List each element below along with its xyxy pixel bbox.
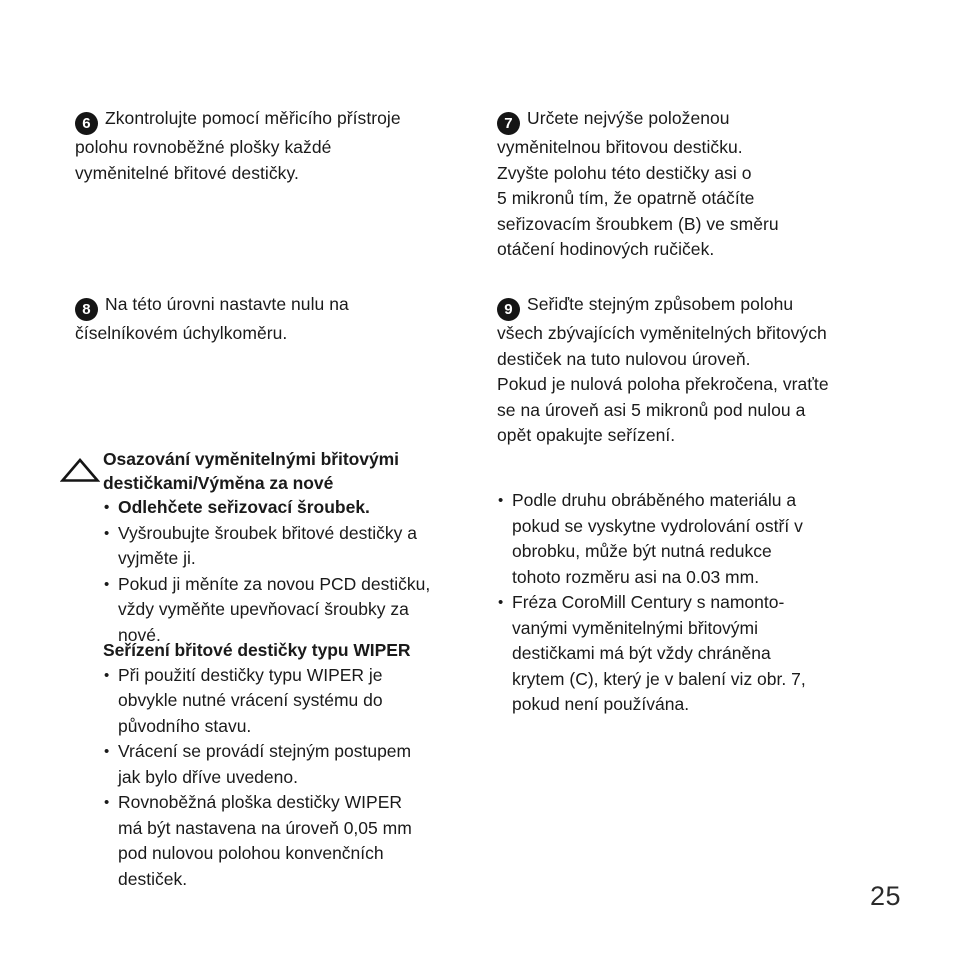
wiper-section [103, 639, 475, 892]
list-item [103, 495, 470, 521]
bullet-line: destiček. [118, 868, 188, 889]
step-line: polohu rovnoběžné plošky každé [75, 137, 332, 157]
bullet-line: obrobku, může být nutná redukce [512, 541, 772, 561]
step-number-badge: 7 [497, 112, 520, 135]
step-line: destiček na tuto nulovou úroveň. [497, 348, 751, 369]
warning-body [103, 448, 470, 648]
step-line: otáčení hodinových ručiček. [497, 239, 715, 259]
step-block-6 [75, 106, 465, 186]
step-line: číselníkovém úchylkoměru. [75, 323, 288, 343]
step-number-badge: 8 [75, 298, 98, 321]
step-line: Pokud je nulová poloha překročena, vraťte [497, 374, 829, 394]
bullet-line: krytem (C), který je v balení viz obr. 7, [512, 668, 806, 689]
step-line: vyměnitelné břitové destičky. [75, 162, 299, 183]
bullet-line: tohoto rozměru asi na 0.03 mm. [512, 566, 760, 587]
right-column-bullets [497, 488, 877, 718]
bullet-line: Vrácení se provádí stejným postupem [118, 741, 412, 761]
step-first-line [497, 292, 897, 321]
step-block-8 [75, 292, 465, 347]
list-item [103, 739, 475, 790]
bullet-line: pokud není používána. [512, 694, 690, 714]
warning-section [60, 448, 470, 648]
step-first-line [75, 292, 465, 321]
list-item [497, 590, 877, 718]
list-item [103, 663, 475, 740]
list-item [103, 521, 470, 572]
bullet-line: Vyšroubujte šroubek břitové destičky a [118, 522, 417, 543]
bullet-line: vyjměte ji. [118, 548, 196, 568]
bullet-line: destičkami má být vždy chráněna [512, 643, 771, 663]
right-bullet-list [497, 488, 877, 718]
list-item [103, 572, 470, 649]
step-line: Zkontrolujte pomocí měřicího přístroje [105, 108, 401, 128]
step-block-9 [497, 292, 897, 449]
bullet-line: Při použití destičky typu WIPER je [118, 664, 383, 685]
bullet-line: obvykle nutné vrácení systému do [118, 690, 383, 710]
step-line: Určete nejvýše položenou [527, 108, 730, 128]
warning-heading-line: destičkami/Výměna za nové [103, 472, 334, 493]
step-number-badge: 9 [497, 298, 520, 321]
bullet-line: pokud se vyskytne vydrolování ostří v [512, 515, 803, 536]
step-number-badge: 6 [75, 112, 98, 135]
bullet-line: Fréza CoroMill Century s namonto- [512, 592, 785, 612]
bullet-line: nové. [118, 624, 161, 645]
step-line: Seřiďte stejným způsobem polohu [527, 294, 794, 314]
warning-triangle-icon [60, 457, 100, 483]
list-item [103, 790, 475, 892]
bullet-line: Pokud ji měníte za novou PCD destičku, [118, 573, 431, 594]
warning-heading [103, 448, 470, 495]
bullet-line: vanými vyměnitelnými břitovými [512, 617, 759, 638]
bullet-line: jak bylo dříve uvedeno. [118, 766, 298, 787]
bullet-line: vždy vyměňte upevňovací šroubky za [118, 599, 409, 619]
bullet-line: má být nastavena na úroveň 0,05 mm [118, 817, 412, 838]
step-block-7 [497, 106, 887, 263]
step-line: 5 mikronů tím, že opatrně otáčíte [497, 188, 755, 208]
step-line: Zvyšte polohu této destičky asi o [497, 162, 752, 183]
bullet-line: Podle druhu obráběného materiálu a [512, 490, 797, 510]
step-line: Na této úrovni nastavte nulu na [105, 294, 349, 314]
step-line: seřizovacím šroubkem (B) ve směru [497, 213, 779, 234]
list-item [497, 488, 877, 590]
bullet-line: pod nulovou polohou konvenčních [118, 843, 384, 863]
step-first-line [497, 106, 887, 135]
wiper-bullet-list [103, 663, 475, 893]
warning-bullet-list [103, 495, 470, 648]
page-number: 25 [869, 881, 901, 911]
warning-heading-line: Osazování vyměnitelnými břitovými [103, 449, 399, 469]
wiper-heading: Seřízení břitové destičky typu WIPER [103, 640, 411, 660]
step-line: se na úroveň asi 5 mikronů pod nulou a [497, 399, 806, 420]
step-first-line [75, 106, 465, 135]
step-line: opět opakujte seřízení. [497, 425, 676, 445]
bullet-line: Odlehčete seřizovací šroubek. [118, 497, 370, 517]
bullet-line: původního stavu. [118, 715, 252, 736]
step-line: všech zbývajících vyměnitelných břitových [497, 323, 827, 343]
step-line: vyměnitelnou břitovou destičku. [497, 137, 743, 157]
bullet-line: Rovnoběžná ploška destičky WIPER [118, 792, 403, 812]
